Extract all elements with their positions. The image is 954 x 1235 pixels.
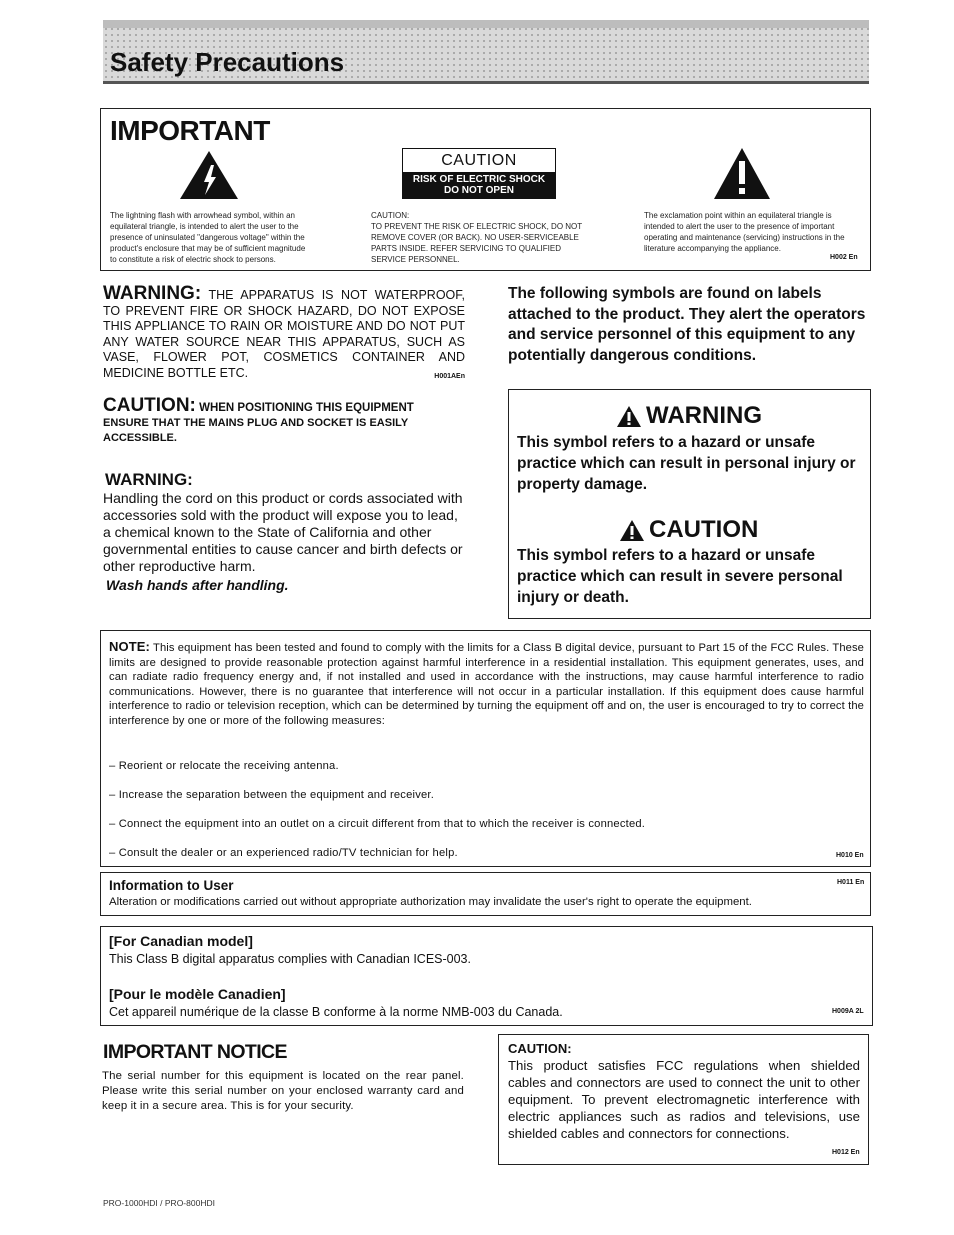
canada-en-title: [For Canadian model] bbox=[109, 933, 253, 949]
caution-description bbox=[371, 210, 611, 265]
fcc-measure: – Connect the equipment into an outlet on a circuit different from that to which the receiver is connected. bbox=[109, 818, 646, 830]
symbol-box bbox=[508, 389, 871, 619]
important-code: H002 En bbox=[830, 254, 858, 261]
exclamation-line: intended to alert the user to the presence of important bbox=[644, 222, 835, 231]
exclamation-line: The exclamation point within an equilateral triangle is bbox=[644, 211, 832, 220]
lightning-line: product's enclosure that may be of sufficient magnitude bbox=[110, 244, 306, 253]
caution-position-text-2: ENSURE THAT THE MAINS PLUG AND SOCKET IS EASILY ACCESSIBLE. bbox=[103, 417, 408, 444]
caution-label-line-1: RISK OF ELECTRIC SHOCK bbox=[412, 174, 546, 185]
caution-line: CAUTION: bbox=[371, 211, 410, 220]
caution-line: REMOVE COVER (OR BACK). NO USER-SERVICEABLE bbox=[371, 233, 579, 242]
warning-symbol-title: WARNING bbox=[646, 402, 762, 429]
title-band bbox=[103, 20, 869, 84]
lightning-line: equilateral triangle, is intended to alert the user to the bbox=[110, 222, 299, 231]
title-band-top bbox=[103, 20, 869, 28]
caution-position-text-1: WHEN POSITIONING THIS EQUIPMENT bbox=[199, 402, 414, 414]
fcc-note-code: H010 En bbox=[836, 852, 864, 859]
info-box bbox=[100, 872, 871, 916]
caution-label-title: CAUTION bbox=[441, 152, 517, 169]
caution-line: SERVICE PERSONNEL. bbox=[371, 255, 460, 264]
exclamation-line: literature accompanying the appliance. bbox=[644, 244, 781, 253]
fcc-measure: – Reorient or relocate the receiving antenna. bbox=[109, 760, 339, 772]
canada-code: H009A 2L bbox=[832, 1008, 864, 1015]
lightning-line: The lightning flash with arrowhead symbol, within an bbox=[110, 211, 295, 220]
caution-label-warning bbox=[403, 172, 555, 198]
warning-waterproof-code: H001AEn bbox=[434, 372, 465, 380]
fcc-note-body: This equipment has been tested and found to comply with the limits for a Class B digital device, pursuant to Part 15 of the FCC Rules. These limits are designed to provide reasonable protection against harmful interference in a residential installation. This equipment generates, uses, and can radiate radio frequency energy and, if not installed and used in accordance with the instructions, may cause harmful interference to radio communications. However, there is no guarantee that interference will not occur in a particular installation. If this equipment does cause harmful interference to radio or television reception, which can be determined by turning the equipment off and on, the user is encouraged to try to correct the interference by one or more of the following measures: bbox=[109, 642, 864, 727]
warning-waterproof bbox=[103, 283, 466, 384]
canada-en-body: This Class B digital apparatus complies with Canadian ICES-003. bbox=[109, 952, 471, 966]
fcc-note-label: NOTE: bbox=[109, 639, 150, 654]
canada-fr-title: [Pour le modèle Canadien] bbox=[109, 986, 286, 1002]
caution-position-label: CAUTION: bbox=[103, 395, 196, 416]
caution-line: PARTS INSIDE. REFER SERVICING TO QUALIFIED bbox=[371, 244, 561, 253]
exclamation-description bbox=[644, 210, 868, 254]
warning-waterproof-text: THE APPARATUS IS NOT WATERPROOF, TO PREVENT FIRE OR SHOCK HAZARD, DO NOT EXPOSE THIS APPLIANCE TO RAIN OR MOISTURE AND DO NOT PUT ANY WATER SOURCE NEAR THIS APPARATUS, SUCH AS VASE, FLOWER POT, COSMETICS CONTAINER AND MEDICINE BOTTLE ETC. bbox=[103, 288, 466, 380]
notice-heading: IMPORTANT NOTICE bbox=[103, 1041, 287, 1063]
lightning-description bbox=[110, 210, 340, 265]
canada-box bbox=[100, 926, 873, 1026]
caution-symbol-title: CAUTION bbox=[649, 516, 759, 543]
shield-body: This product satisfies FCC regulations when shielded cables and connectors are used to connect the unit to other equipment. To prevent electromagnetic interference with electric appliances such as radios and televisions, use shielded cables and connectors for connections. bbox=[508, 1058, 860, 1141]
shield-caution-box bbox=[498, 1034, 869, 1165]
symbols-intro: The following symbols are found on labels attached to the product. They alert the operators and service personnel of this equipment to any potentially dangerous conditions. bbox=[508, 285, 866, 364]
info-code: H011 En bbox=[837, 879, 865, 886]
lightning-line: to constitute a risk of electric shock to persons. bbox=[110, 255, 276, 264]
canada-fr-body: Cet appareil numérique de la classe B conforme à la norme NMB-003 du Canada. bbox=[109, 1005, 563, 1019]
fcc-note-text bbox=[109, 640, 864, 729]
warning-waterproof-label: WARNING: bbox=[103, 283, 202, 304]
caution-symbol-heading bbox=[619, 516, 758, 544]
info-body: Alteration or modifications carried out without appropriate authorization may invalidate the user's right to operate the equipment. bbox=[109, 896, 752, 908]
caution-position bbox=[103, 395, 465, 446]
caution-symbol-body: This symbol refers to a hazard or unsafe practice which can result in severe personal injury or death. bbox=[517, 547, 843, 606]
title-underline bbox=[103, 81, 869, 84]
shield-code: H012 En bbox=[832, 1149, 860, 1156]
fcc-note-box bbox=[100, 630, 871, 867]
fcc-measure: – Consult the dealer or an experienced radio/TV technician for help. bbox=[109, 847, 458, 859]
lightning-line: presence of uninsulated "dangerous voltage" within the bbox=[110, 233, 305, 242]
page-title: Safety Precautions bbox=[110, 47, 345, 77]
important-box bbox=[100, 108, 871, 271]
prop65-body: Handling the cord on this product or cords associated with accessories sold with the product will expose you to lead, a chemical known to the State of California and other governmental entities to cause cancer and birth defects or other reproductive harm. bbox=[103, 490, 463, 574]
prop65-heading: WARNING: bbox=[105, 470, 193, 489]
caution-label bbox=[402, 148, 556, 199]
warning-symbol-heading bbox=[616, 402, 762, 430]
notice-body: The serial number for this equipment is located on the rear panel. Please write this serial number on your enclosed warranty card and keep it in a secure area. This is for your security. bbox=[102, 1070, 464, 1112]
info-title: Information to User bbox=[109, 878, 234, 893]
caution-label-line-2: DO NOT OPEN bbox=[443, 185, 514, 196]
warning-triangle-icon bbox=[616, 405, 642, 428]
lightning-triangle-icon bbox=[178, 149, 240, 201]
caution-triangle-icon bbox=[619, 519, 645, 542]
prop65-emphasis: Wash hands after handling. bbox=[106, 577, 289, 593]
exclamation-triangle-icon bbox=[712, 146, 772, 201]
important-heading: IMPORTANT bbox=[110, 115, 270, 146]
warning-symbol-body: This symbol refers to a hazard or unsafe practice which can result in personal injury or property damage. bbox=[517, 434, 856, 493]
shield-title: CAUTION: bbox=[508, 1041, 572, 1056]
fcc-measure: – Increase the separation between the equipment and receiver. bbox=[109, 789, 435, 801]
exclamation-line: operating and maintenance (servicing) instructions in the bbox=[644, 233, 845, 242]
footer-model: PRO-1000HDI / PRO-800HDI bbox=[103, 1198, 215, 1208]
caution-line: TO PREVENT THE RISK OF ELECTRIC SHOCK, DO NOT bbox=[371, 222, 583, 231]
